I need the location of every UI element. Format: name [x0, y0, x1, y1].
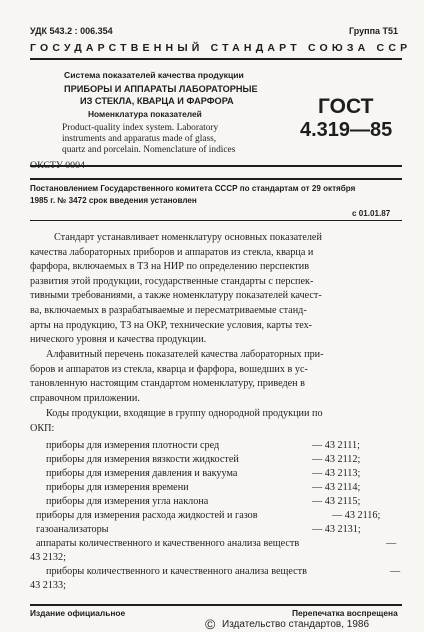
decree-line-1: Постановлением Государственного комитета СССР по стандартам от 29 октября	[30, 184, 356, 193]
state-standard-heading: ГОСУДАРСТВЕННЫЙ СТАНДАРТ СОЮЗА ССР	[30, 42, 412, 54]
code-row-dash: —	[386, 538, 397, 549]
code-row-label: приборы для измерения угла наклона	[46, 496, 209, 507]
publisher-line: Издательство стандартов, 1986	[222, 619, 370, 630]
nomenclature-subtitle: Номенклатура показателей	[88, 109, 202, 119]
reprint-notice: Перепечатка воспрещена	[292, 608, 398, 618]
code-row-value: — 43 2115;	[312, 496, 361, 507]
decree-date: с 01.01.87	[352, 209, 391, 218]
code-row-value: — 43 2114;	[312, 482, 361, 493]
udk-code: УДК 543.2 : 006.354	[30, 26, 113, 36]
code-row-value: — 43 2111;	[312, 440, 360, 451]
code-row-dash: —	[390, 566, 401, 577]
paragraph-line: арты на продукцию, ТЗ на ОКР, технические условия, карты тех-	[30, 319, 313, 331]
paragraph-line: боров и аппаратов из стекла, кварца и фарфора, вошедших в ус-	[30, 363, 308, 375]
paragraph-line: тивными требованиями, а также номенклатуру показателей качест-	[30, 290, 322, 302]
code-row-value: — 43 2131;	[312, 524, 361, 535]
code-row-label: приборы для измерения давления и вакуума	[46, 468, 238, 479]
paragraph-line: тановленную настоящим стандартом номенклатуру, приведен в	[30, 378, 305, 390]
title-line-1: ПРИБОРЫ И АППАРАТЫ ЛАБОРАТОРНЫЕ	[64, 84, 258, 94]
paragraph-line: Коды продукции, входящие в группу однородной продукции по	[46, 408, 323, 419]
paragraph-line: качества лабораторных приборов и аппаратов из стекла, кварца и	[30, 246, 314, 258]
code-row-value: — 43 2116;	[332, 510, 381, 521]
gost-label: ГОСТ	[318, 95, 374, 118]
code-row-label: приборы для измерения расхода жидкостей и газов	[36, 510, 258, 521]
official-edition: Издание официальное	[30, 608, 126, 618]
paragraph-line: фарфора, включаемых в ТЗ на НИР по определению перспектив	[30, 261, 310, 273]
paragraph-line: справочном приложении.	[30, 392, 140, 404]
code-row-label: аппараты количественного и качественного анализа веществ	[36, 538, 300, 549]
header-rule	[30, 58, 402, 60]
title-line-2: ИЗ СТЕКЛА, КВАРЦА И ФАРФОРА	[80, 96, 234, 106]
code-row-value: — 43 2113;	[312, 468, 361, 479]
paragraph-line: ОКП:	[30, 422, 55, 434]
code-row-value: — 43 2112;	[312, 454, 361, 465]
quality-system-line: Система показателей качества продукции	[64, 70, 244, 80]
code-row-value: 43 2133;	[30, 580, 66, 591]
decree-rule	[30, 220, 402, 221]
code-row-label: приборы для измерения вязкости жидкостей	[46, 454, 239, 465]
paragraph-scope	[30, 231, 322, 348]
group-code: Группа Т51	[349, 26, 399, 36]
paragraph-index	[30, 348, 324, 406]
okstu-code: ОКСТУ 0004	[30, 160, 85, 171]
paragraph-line: нического уровня и качества продукции.	[30, 334, 207, 346]
paragraph-line: Алфавитный перечень показателей качества лабораторных при-	[46, 349, 324, 360]
decree-line-2: 1985 г. № 3472 срок введения установлен	[30, 196, 197, 205]
english-title-line-3: quartz and porcelain. Nomenclature of indices	[62, 145, 236, 155]
code-row-value: 43 2132;	[30, 552, 66, 563]
paragraph-line: ва, включаемых в разрабатываемые и пересматриваемые станд-	[30, 304, 307, 316]
gost-number: 4.319—85	[300, 119, 393, 141]
english-title-line-1: Product-quality index system. Laboratory	[62, 123, 219, 133]
footer-rule	[30, 604, 402, 606]
okstu-rule	[30, 178, 402, 180]
paragraph-line: Стандарт устанавливает номенклатуру основных показателей	[54, 232, 322, 243]
paragraph-line: развития этой продукции, государственные стандарты с перспек-	[30, 275, 314, 287]
code-row-label: приборы для измерения времени	[46, 482, 189, 493]
paragraph-okp	[30, 407, 323, 436]
code-row-label: приборы для измерения плотности сред	[46, 440, 220, 451]
title-rule	[30, 165, 402, 167]
code-row-label: приборы количественного и качественного анализа веществ	[46, 566, 307, 577]
copyright-icon: ©	[205, 616, 216, 632]
english-title-line-2: instruments and apparatus made of glass,	[62, 134, 217, 144]
code-row-label: газоанализаторы	[36, 524, 109, 535]
